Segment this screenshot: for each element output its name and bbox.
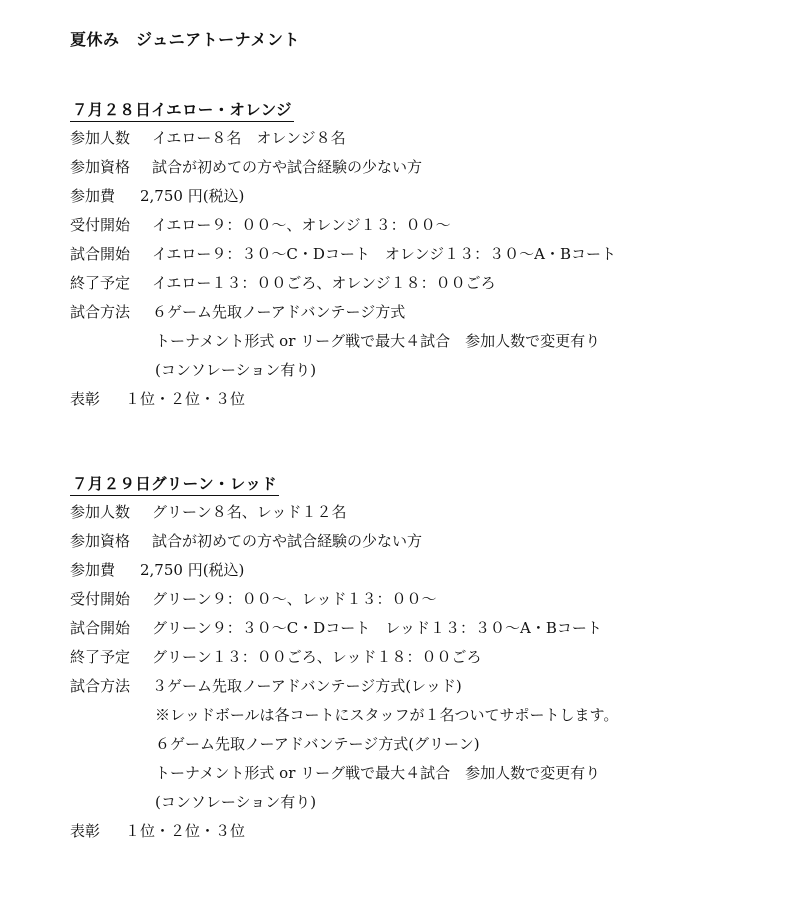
row-label: 参加人数 <box>70 503 131 521</box>
row-label: 終了予定 <box>70 648 131 666</box>
row-label: 試合方法 <box>70 677 131 695</box>
row-value: イエロー９：００〜、オレンジ１３：００〜 <box>152 216 451 234</box>
info-row-eligibility <box>70 529 422 553</box>
row-label: 受付開始 <box>70 590 131 608</box>
info-row-reception <box>70 213 451 237</box>
info-row-participants <box>70 500 347 524</box>
method-continuation-line: トーナメント形式 or リーグ戦で最大４試合 参加人数で変更有り <box>155 332 601 350</box>
row-value: イエロー８名 オレンジ８名 <box>152 129 346 147</box>
info-row-eligibility <box>70 155 422 179</box>
row-value: 2,750 円(税込) <box>140 561 245 579</box>
row-value: 2,750 円(税込) <box>140 187 245 205</box>
method-continuation-line: (コンソレーション有り) <box>155 361 317 379</box>
info-row-match-method <box>70 300 405 324</box>
method-continuation-line: ６ゲーム先取ノーアドバンテージ方式(グリーン) <box>155 735 480 753</box>
row-value: イエロー１３：００ごろ、オレンジ１８：００ごろ <box>152 274 496 292</box>
row-label: 参加資格 <box>70 158 131 176</box>
row-label: 参加費 <box>70 187 116 205</box>
row-value: グリーン９：３０〜C・Dコート レッド１３：３０〜A・Bコート <box>152 619 602 637</box>
row-value: １位・２位・３位 <box>125 390 246 408</box>
row-label: 試合方法 <box>70 303 131 321</box>
row-value: ６ゲーム先取ノーアドバンテージ方式 <box>152 303 406 321</box>
method-continuation-line: (コンソレーション有り) <box>155 793 317 811</box>
row-value: グリーン１３：００ごろ、レッド１８：００ごろ <box>152 648 482 666</box>
info-row-reception <box>70 587 437 611</box>
info-row-end-time <box>70 271 496 295</box>
info-row-match-start <box>70 242 616 266</box>
info-row-fee <box>70 558 244 582</box>
row-label: 表彰 <box>70 390 101 408</box>
row-value: 試合が初めての方や試合経験の少ない方 <box>152 158 423 176</box>
row-label: 参加人数 <box>70 129 131 147</box>
row-label: 参加費 <box>70 561 116 579</box>
info-row-fee <box>70 184 244 208</box>
row-value: ３ゲーム先取ノーアドバンテージ方式(レッド) <box>152 677 462 695</box>
row-label: 参加資格 <box>70 532 131 550</box>
info-row-end-time <box>70 645 482 669</box>
row-value: １位・２位・３位 <box>125 822 246 840</box>
method-continuation-line: ※レッドボールは各コートにスタッフが１名ついてサポートします。 <box>155 706 619 724</box>
row-value: イエロー９：３０〜C・Dコート オレンジ１３：３０〜A・Bコート <box>152 245 617 263</box>
info-row-award <box>70 819 245 843</box>
row-value: グリーン９：００〜、レッド１３：００〜 <box>152 590 437 608</box>
row-label: 試合開始 <box>70 245 131 263</box>
row-value: グリーン８名、レッド１２名 <box>152 503 347 521</box>
row-value: 試合が初めての方や試合経験の少ない方 <box>152 532 423 550</box>
section-heading: ７月２９日グリーン・レッド <box>70 470 279 496</box>
row-label: 試合開始 <box>70 619 131 637</box>
section-heading: ７月２８日イエロー・オレンジ <box>70 96 294 122</box>
row-label: 表彰 <box>70 822 101 840</box>
document-title: 夏休み ジュニアトーナメント <box>70 30 301 49</box>
info-row-participants <box>70 126 346 150</box>
method-continuation-line: トーナメント形式 or リーグ戦で最大４試合 参加人数で変更有り <box>155 764 601 782</box>
info-row-award <box>70 387 245 411</box>
row-label: 終了予定 <box>70 274 131 292</box>
info-row-match-method <box>70 674 462 698</box>
info-row-match-start <box>70 616 602 640</box>
row-label: 受付開始 <box>70 216 131 234</box>
